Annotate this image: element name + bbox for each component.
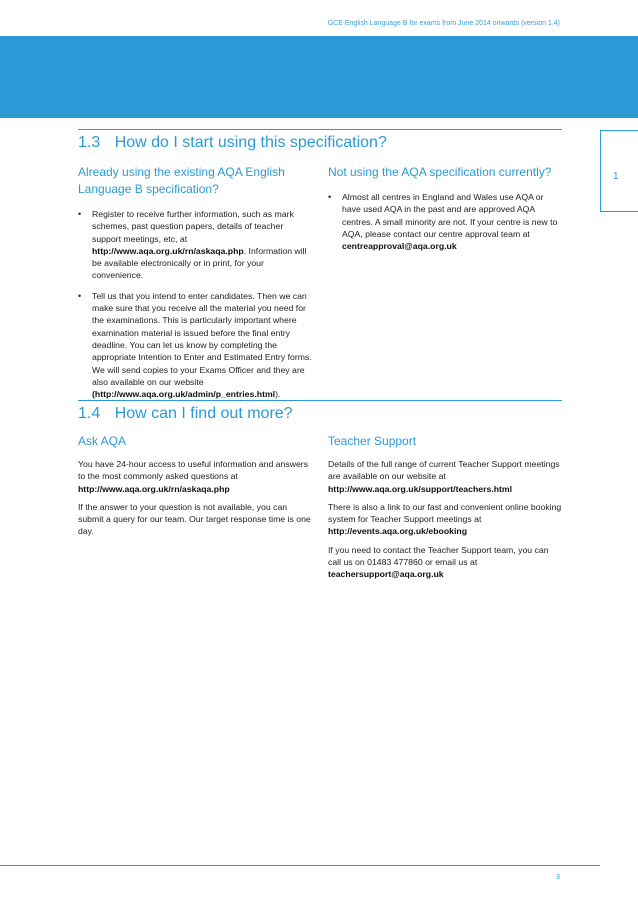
list-item: • Almost all centres in England and Wales use AQA or have used AQA in the past and are approved AQA centres. A small minority are not. If your centre is new to AQA, please contact our centre approval team at centreapproval@aqa.org.uk	[328, 192, 558, 252]
new-users-list	[328, 191, 562, 252]
section-13-left-column	[78, 164, 312, 408]
section-tab-number: 1	[613, 171, 619, 182]
footer-rule	[0, 865, 600, 866]
section-14-right-column	[328, 433, 562, 587]
teacher-support-link[interactable]: http://www.aqa.org.uk/support/teachers.html	[328, 483, 513, 494]
section-13-title-text: How do I start using this specification?	[114, 134, 387, 151]
askaqa-link[interactable]: http://www.aqa.org.uk/rn/askaqa.php	[78, 483, 230, 494]
entries-link[interactable]: (http://www.aqa.org.uk/admin/p_entries.html	[92, 389, 276, 400]
bullet-icon: •	[78, 290, 82, 301]
section-13-title	[78, 134, 387, 152]
contact-paragraph: If you need to contact the Teacher Support team, you can call us on 01483 477860 or email us at teachersupport@aqa.org.uk	[328, 544, 549, 580]
bullet-icon: •	[78, 209, 82, 219]
header-banner	[0, 36, 638, 118]
list-item: • Tell us that you intend to enter candidates. Then we can make sure that you receive all the material you need for the examinations. This is particularly important where examination material is issued before the final entry deadline. You can let us know by completing the appropriate Intention to Enter and Estimated Entry forms. We will send copies to your Exams Officer and they are also available on our website (http://www.aqa.org.uk/admin/p_entries.html).	[78, 290, 312, 400]
ask-aqa-query-paragraph: If the answer to your question is not available, you can submit a query for our team. Our target response time is one day.	[78, 501, 311, 537]
section-13-number: 1.3	[78, 134, 101, 151]
bullet-icon: •	[328, 192, 332, 202]
booking-paragraph: There is also a link to our fast and convenient online booking system for Teacher Support meetings at http://events.aqa.org.uk/ebooking	[328, 501, 562, 537]
ebooking-link[interactable]: http://events.aqa.org.uk/ebooking	[328, 526, 468, 537]
ask-aqa-heading: Ask AQA	[78, 434, 127, 448]
section-14-title	[78, 405, 293, 423]
section-13-rule	[78, 129, 562, 130]
running-header: GCE English Language B for exams from June 2014 onwards (version 1.4)	[327, 20, 560, 27]
section-14-rule	[78, 400, 562, 401]
askaqa-link[interactable]: http://www.aqa.org.uk/rn/askaqa.php	[92, 245, 244, 256]
teacher-support-email-link[interactable]: teachersupport@aqa.org.uk	[328, 569, 444, 580]
existing-users-heading: Already using the existing AQA English Language B specification?	[78, 165, 285, 196]
teacher-support-paragraph: Details of the full range of current Teacher Support meetings are available on our website at http://www.aqa.org.uk/support/teachers.html	[328, 459, 560, 494]
page-number: 3	[556, 874, 560, 881]
centre-approval-email-link[interactable]: centreapproval@aqa.org.uk	[342, 241, 457, 252]
section-14-title-text: How can I find out more?	[114, 405, 293, 422]
section-side-tab	[600, 130, 638, 212]
section-14-left-column	[78, 433, 312, 544]
new-users-heading: Not using the AQA specification currently?	[328, 165, 552, 179]
list-item: • Register to receive further information, such as mark schemes, past question papers, details of teacher support meetings, etc, at http://www.aqa.org.uk/rn/askaqa.php. Information will be available electronically or in print, for your convenience.	[78, 209, 307, 281]
section-13-right-column	[328, 164, 562, 260]
section-14-number: 1.4	[78, 405, 101, 422]
existing-users-list	[78, 208, 312, 400]
teacher-support-heading: Teacher Support	[328, 434, 417, 448]
ask-aqa-paragraph: You have 24-hour access to useful information and answers to the most commonly asked questions at http://www.aqa.org.uk/rn/askaqa.php	[78, 459, 309, 494]
